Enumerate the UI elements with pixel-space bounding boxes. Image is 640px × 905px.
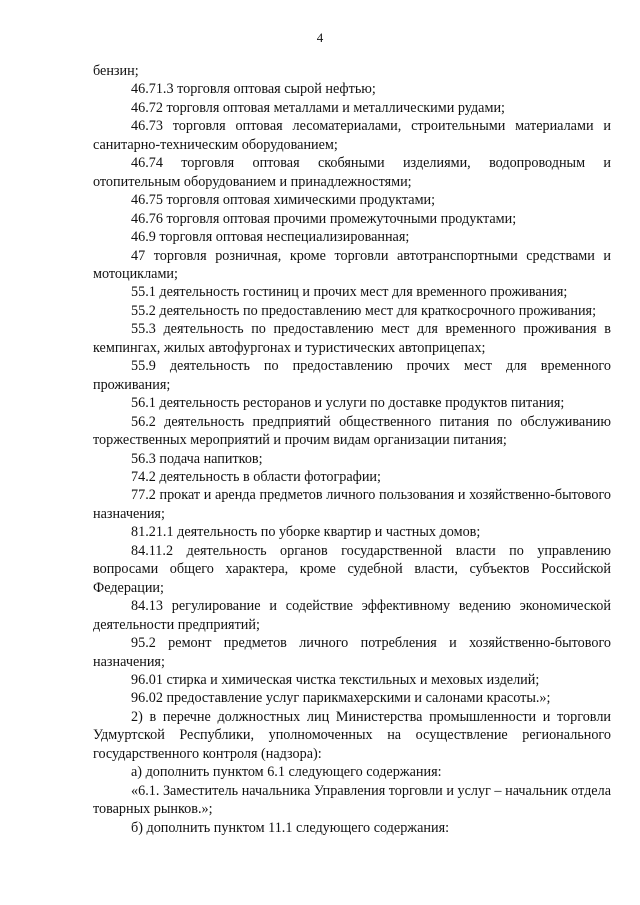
page-number: 4: [316, 30, 324, 45]
paragraph: 2) в перечне должностных лиц Министерства промышленности и торговли Удмуртской Республики, уполномоченных на осуществление регионального государственного контроля (надзора):: [93, 708, 611, 762]
paragraph: 77.2 прокат и аренда предметов личного пользования и хозяйственно-бытового назначения;: [93, 487, 611, 522]
paragraph: 55.9 деятельность по предоставлению прочих мест для временного проживания;: [93, 358, 611, 393]
paragraph: 46.73 торговля оптовая лесоматериалами, строительными материалами и санитарно-техническим оборудованием;: [93, 118, 611, 153]
paragraph: бензин;: [93, 63, 139, 79]
paragraph: 46.74 торговля оптовая скобяными изделиями, водопроводным и отопительным оборудованием и принадлежностями;: [93, 155, 611, 190]
paragraph: 74.2 деятельность в области фотографии;: [131, 468, 381, 485]
paragraph: 84.13 регулирование и содействие эффективному ведению экономической деятельности предприятий;: [93, 598, 611, 633]
paragraph: 46.76 торговля оптовая прочими промежуточными продуктами;: [131, 210, 517, 227]
paragraph: 46.75 торговля оптовая химическими продуктами;: [131, 192, 436, 209]
paragraph: а) дополнить пунктом 6.1 следующего содержания:: [131, 764, 442, 781]
document-body: [93, 62, 611, 837]
paragraph: 84.11.2 деятельность органов государственной власти по управлению вопросами общего характера, кроме судебной власти, субъектов Российской Федерации;: [93, 542, 611, 596]
paragraph: 46.9 торговля оптовая неспециализированная;: [131, 229, 410, 246]
paragraph: 55.3 деятельность по предоставлению мест для временного проживания в кемпингах, жилых автофургонах и туристических автоприцепах;: [93, 321, 611, 356]
paragraph: 47 торговля розничная, кроме торговли автотранспортными средствами и мотоциклами;: [93, 247, 611, 282]
paragraph: б) дополнить пунктом 11.1 следующего содержания:: [131, 819, 450, 836]
paragraph: 56.3 подача напитков;: [131, 450, 263, 467]
paragraph: 81.21.1 деятельность по уборке квартир и частных домов;: [131, 524, 481, 541]
paragraph: 56.1 деятельность ресторанов и услуги по доставке продуктов питания;: [131, 395, 565, 412]
paragraph: 96.01 стирка и химическая чистка текстильных и меховых изделий;: [131, 671, 540, 688]
paragraph: 55.2 деятельность по предоставлению мест для краткосрочного проживания;: [131, 302, 597, 319]
paragraph: 55.1 деятельность гостиниц и прочих мест для временного проживания;: [131, 284, 568, 301]
paragraph: «6.1. Заместитель начальника Управления торговли и услуг – начальник отдела товарных рынков.»;: [93, 782, 611, 818]
paragraph: 46.72 торговля оптовая металлами и металлическими рудами;: [131, 99, 505, 116]
paragraph: 95.2 ремонт предметов личного потребления и хозяйственно-бытового назначения;: [93, 635, 611, 670]
paragraph: 96.02 предоставление услуг парикмахерскими и салонами красоты.»;: [131, 690, 551, 707]
paragraph: 56.2 деятельность предприятий общественного питания по обслуживанию торжественных мероприятий и прочим видам организации питания;: [93, 413, 611, 449]
paragraph: 46.71.3 торговля оптовая сырой нефтью;: [131, 81, 376, 98]
